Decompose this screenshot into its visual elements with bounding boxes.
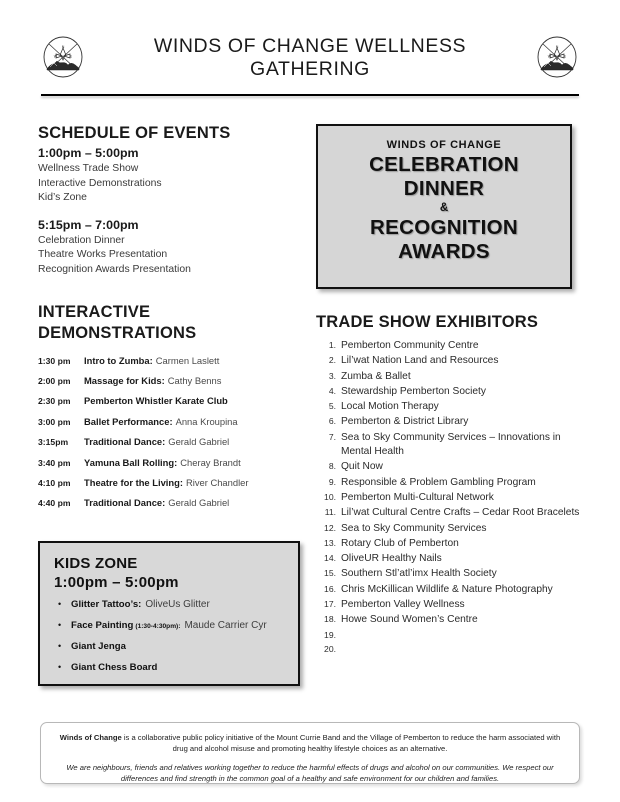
demonstration-row: [38, 375, 306, 387]
trade-show-item-number: 3.: [328, 370, 336, 381]
trade-show-item-name: Pemberton Community Centre: [341, 340, 479, 351]
trade-show-item-number: 9.: [328, 476, 336, 487]
footer-paragraph-2: We are neighbours, friends and relatives working together to reduce the harmful effects of drugs and alcohol on our communities. We respect our differences and find strength in the common goal of a healthy and safe environment for our children and families.: [66, 762, 554, 784]
trade-show-item: [316, 490, 586, 505]
kids-zone-item-presenter: Maude Carrier Cyr: [184, 619, 267, 631]
trade-show-item: [316, 399, 586, 414]
trade-show-item-name: Pemberton Valley Wellness: [341, 599, 465, 611]
left-column: [38, 124, 306, 518]
trade-show-item: [316, 338, 586, 353]
trade-show-item-number: 6.: [328, 416, 336, 427]
trade-show-item: [316, 566, 586, 581]
schedule-item: Wellness Trade Show: [38, 163, 139, 174]
demonstrations-heading-line-2: DEMONSTRATIONS: [38, 324, 197, 343]
trade-show-item: [316, 430, 586, 460]
schedule-heading: SCHEDULE OF EVENTS: [38, 124, 231, 142]
trade-show-heading: TRADE SHOW EXHIBITORS: [316, 313, 539, 331]
trade-show-item-number: 19.: [324, 629, 336, 640]
svg-text:N: N: [61, 45, 65, 49]
trade-show-item: [316, 582, 586, 597]
trade-show-item-name: Pemberton & District Library: [341, 416, 469, 428]
trade-show-item: [316, 459, 586, 474]
bullet-icon: •: [58, 599, 62, 609]
demonstration-row: [38, 477, 306, 489]
trade-show-item: [316, 551, 586, 566]
trade-show-item: [316, 475, 586, 490]
demonstration-name: Traditional Dance:: [84, 497, 166, 509]
demonstration-row: [38, 436, 306, 448]
demonstration-name: Pemberton Whistler Karate Club: [84, 395, 228, 407]
demonstration-time: 2:30 pm: [38, 396, 71, 407]
trade-show-item: [316, 505, 586, 520]
kids-zone-item-label: Glitter Tattoo’s:: [71, 599, 142, 610]
trade-show-item-number: 7.: [328, 431, 336, 442]
trade-show-item-number: 14.: [324, 553, 336, 564]
trade-show-item-number: 1.: [328, 340, 336, 350]
trade-show-item-name: Sea to Sky Community Services – Innovations in Mental Health: [341, 431, 561, 458]
demonstration-presenter: Cathy Benns: [167, 374, 222, 386]
poster-header: [0, 0, 620, 105]
winds-of-change-logo-left: [40, 34, 86, 80]
kids-zone-list: [54, 598, 286, 674]
svg-text:E: E: [563, 54, 567, 59]
kids-zone-item: [54, 640, 286, 653]
demonstration-name: Theatre for the Living:: [84, 476, 183, 488]
trade-show-item-name: Lil’wat Nation Land and Resources: [341, 355, 499, 367]
demonstration-presenter: River Chandler: [185, 476, 249, 488]
celebration-line-4: AWARDS: [398, 240, 490, 263]
demonstrations-list: [38, 355, 306, 510]
trade-show-item-number: 17.: [324, 599, 336, 610]
kids-zone-box: [38, 541, 300, 686]
demonstration-row: [38, 457, 306, 469]
poster-title-line-2: GATHERING: [250, 57, 370, 80]
header-divider: [41, 94, 579, 96]
trade-show-item-number: 11.: [324, 507, 336, 518]
schedule-block-time: 1:00pm – 5:00pm: [38, 146, 139, 160]
trade-show-item: [316, 628, 586, 642]
schedule-block-gap: [38, 206, 306, 216]
schedule-section: [38, 124, 306, 278]
demonstration-name: Intro to Zumba:: [84, 354, 153, 366]
demonstration-time: 3:00 pm: [38, 416, 71, 427]
trade-show-list: [316, 338, 586, 656]
kids-zone-item-time: (1:30-4:30pm):: [135, 622, 181, 630]
celebration-line-2: DINNER: [403, 177, 485, 200]
schedule-item: Theatre Works Presentation: [38, 249, 168, 261]
trade-show-item: [316, 536, 586, 551]
bullet-icon: •: [58, 641, 62, 651]
kids-zone-time: 1:00pm – 5:00pm: [54, 574, 179, 591]
trade-show-item-name: Zumba & Ballet: [341, 370, 411, 382]
trade-show-item-name: Local Motion Therapy: [341, 401, 439, 413]
svg-text:N: N: [555, 45, 559, 49]
demonstration-row: [38, 497, 306, 509]
trade-show-item: [316, 597, 586, 612]
schedule-item: Interactive Demonstrations: [38, 177, 162, 189]
trade-show-item-number: 15.: [324, 568, 336, 579]
demonstration-time: 4:40 pm: [38, 498, 71, 509]
bullet-icon: •: [58, 619, 62, 630]
trade-show-item-name: Lil’wat Cultural Centre Crafts – Cedar Root Bracelets: [341, 507, 580, 519]
trade-show-item-number: 12.: [324, 522, 336, 533]
footer-statement-box: [40, 722, 580, 784]
trade-show-item: [316, 369, 586, 384]
demonstration-presenter: Gerald Gabriel: [168, 497, 230, 509]
kids-zone-item-presenter: OliveUs Glitter: [145, 599, 210, 610]
winds-of-change-logo-right: [534, 34, 580, 80]
demonstration-time: 3:40 pm: [38, 457, 71, 468]
svg-text:E: E: [69, 54, 73, 59]
demonstration-row: [38, 395, 306, 407]
trade-show-item: [316, 353, 586, 368]
trade-show-section: [316, 313, 586, 656]
schedule-blocks: [38, 145, 306, 278]
trade-show-item-name: Sea to Sky Community Services: [341, 522, 487, 534]
demonstration-presenter: Carmen Laslett: [155, 354, 220, 366]
trade-show-item-name: Rotary Club of Pemberton: [341, 537, 459, 549]
trade-show-item: [316, 642, 586, 656]
trade-show-item-name: Chris McKillican Wildlife & Nature Photography: [341, 583, 553, 595]
demonstration-time: 4:10 pm: [38, 477, 71, 488]
trade-show-item-number: 5.: [328, 401, 336, 412]
kids-zone-item: [54, 661, 286, 674]
trade-show-item-number: 8.: [328, 461, 336, 472]
celebration-ampersand: &: [439, 202, 449, 214]
kids-zone-item: [54, 619, 286, 633]
demonstration-time: 3:15pm: [38, 437, 69, 448]
kids-zone-item-label: Giant Jenga: [71, 641, 126, 652]
trade-show-item-number: 20.: [324, 643, 336, 654]
demonstration-presenter: Anna Kroupina: [175, 415, 238, 427]
poster-title: [86, 35, 534, 80]
footer-bold-lead: Winds of Change: [59, 733, 122, 742]
demonstration-row: [38, 355, 306, 367]
trade-show-item-name: Stewardship Pemberton Society: [341, 385, 486, 397]
celebration-line-1: CELEBRATION: [369, 153, 519, 176]
trade-show-item: [316, 612, 586, 627]
schedule-item: Celebration Dinner: [38, 234, 125, 246]
schedule-item: Recognition Awards Presentation: [38, 263, 191, 275]
trade-show-item: [316, 384, 586, 399]
trade-show-item-name: Quit Now: [341, 461, 383, 473]
trade-show-item: [316, 414, 586, 429]
poster-title-line-1: WINDS OF CHANGE WELLNESS: [153, 34, 467, 57]
demonstration-time: 2:00 pm: [38, 375, 71, 386]
demonstration-presenter: Cheray Brandt: [180, 456, 241, 468]
svg-text:W: W: [547, 54, 552, 59]
trade-show-item-name: Responsible & Problem Gambling Program: [341, 476, 536, 488]
trade-show-item-number: 18.: [324, 614, 336, 625]
kids-zone-item-label: Giant Chess Board: [71, 661, 158, 673]
trade-show-item: [316, 521, 586, 536]
trade-show-item-name: Pemberton Multi-Cultural Network: [341, 491, 494, 503]
kids-zone-item: [54, 598, 286, 611]
trade-show-item-name: Southern Stl’atl’imx Health Society: [341, 568, 497, 580]
trade-show-item-name: Howe Sound Women’s Centre: [341, 614, 478, 626]
demonstration-time: 1:30 pm: [38, 355, 71, 366]
footer-paragraph-1: [59, 732, 561, 755]
demonstration-presenter: Gerald Gabriel: [168, 436, 230, 448]
kids-zone-title: KIDS ZONE: [54, 555, 138, 572]
footer-paragraph-1-text: is a collaborative public policy initiative of the Mount Currie Band and the Village of Pemberton to reduce the harm associated with drug and alcohol misuse and promoting healthy lifestyle choices as an alternative.: [121, 733, 561, 754]
demonstration-name: Massage for Kids:: [84, 374, 165, 386]
trade-show-item-number: 16.: [324, 583, 336, 594]
schedule-item: Kid’s Zone: [38, 192, 87, 204]
trade-show-item-number: 13.: [324, 537, 336, 548]
trade-show-item-number: 4.: [328, 385, 336, 396]
demonstration-name: Ballet Performance:: [84, 415, 173, 427]
demonstration-name: Traditional Dance:: [84, 436, 166, 448]
bullet-icon: •: [58, 661, 62, 672]
celebration-line-3: RECOGNITION: [370, 216, 518, 239]
trade-show-item-number: 10.: [324, 491, 336, 502]
demonstration-name: Yamuna Ball Rolling:: [84, 456, 178, 468]
svg-text:W: W: [53, 54, 58, 59]
demonstration-row: [38, 416, 306, 428]
kids-zone-item-label: Face Painting: [71, 619, 134, 631]
trade-show-item-name: OliveUR Healthy Nails: [341, 553, 442, 565]
celebration-eyebrow: WINDS OF CHANGE: [386, 139, 502, 151]
celebration-dinner-box: [316, 124, 572, 289]
demonstrations-heading-line-1: INTERACTIVE: [38, 302, 151, 321]
demonstrations-section: [38, 303, 306, 510]
trade-show-item-number: 2.: [328, 355, 336, 366]
schedule-block-time: 5:15pm – 7:00pm: [38, 217, 139, 232]
